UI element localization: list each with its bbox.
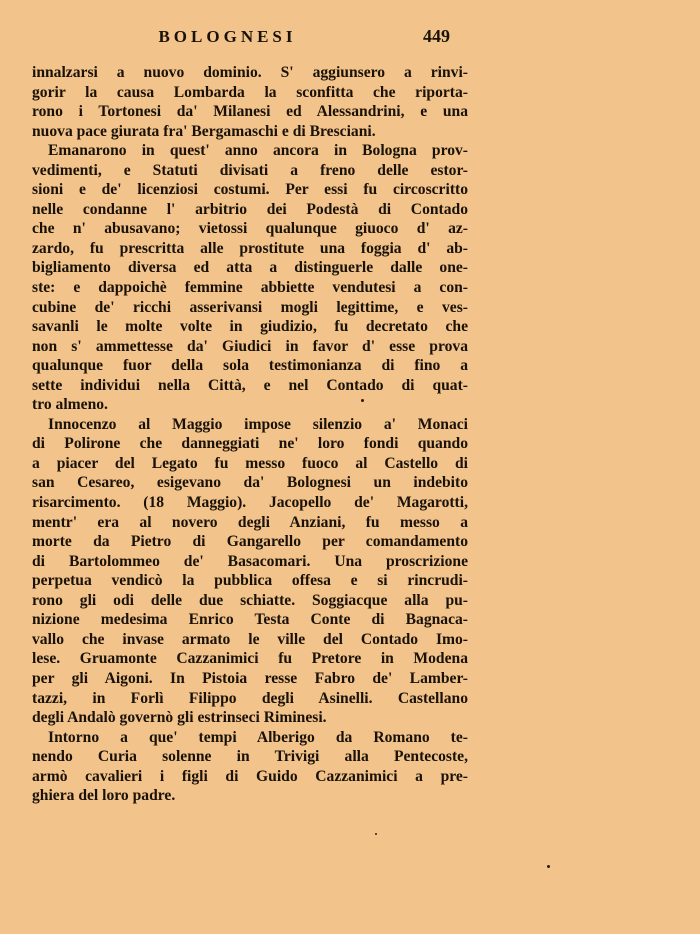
running-title: BOLOGNESI (158, 27, 297, 46)
text-line: sioni e de' licenziosi costumi. Per essi fu circoscritto (32, 181, 468, 199)
text-line: per gli Aigoni. In Pistoia resse Fabro de' Lamber- (32, 669, 468, 687)
body-text (32, 63, 468, 806)
text-line: di Polirone che danneggiati ne' loro fondi quando (32, 435, 468, 453)
paragraph (32, 415, 468, 728)
text-line: nizione medesima Enrico Testa Conte di Bagnaca- (32, 611, 468, 629)
text-line: san Cesareo, esigevano da' Bolognesi un indebito (32, 474, 468, 492)
text-line: non s' ammettesse da' Giudici in favor d' esse prova (32, 337, 468, 355)
text-line: perpetua vendicò la pubblica offesa e si rincrudi- (32, 572, 468, 590)
text-line: bigliamento diversa ed atta a distinguerle dalle one- (32, 259, 468, 277)
text-line: rono gli odi delle due schiatte. Soggiacque alla pu- (32, 591, 468, 609)
text-line: cubine de' ricchi asserivansi mogli legittime, e ves- (32, 298, 468, 316)
text-line: che n' abusavano; vietossi qualunque giuoco d' az- (32, 220, 468, 238)
text-line: lese. Gruamonte Cazzanimici fu Pretore in Modena (32, 650, 468, 668)
text-line: nuova pace giurata fra' Bergamaschi e di Bresciani. (32, 122, 376, 140)
paragraph (32, 728, 468, 806)
paper-speck (361, 399, 364, 402)
text-line: zardo, fu prescritta alle prostitute una foggia d' ab- (32, 239, 468, 257)
text-line: degli Andalò governò gli estrinseci Riminesi. (32, 709, 327, 727)
text-line: sette individui nella Città, e nel Contado di quat- (32, 376, 468, 394)
text-line: risarcimento. (18 Maggio). Jacopello de' Magarotti, (32, 494, 468, 512)
text-line: ste: e dappoichè femmine abbiette vendutesi a con- (32, 279, 468, 297)
text-line: ghiera del loro padre. (32, 787, 176, 805)
text-line: tazzi, in Forlì Filippo degli Asinelli. Castellano (32, 689, 468, 707)
text-line: a piacer del Legato fu messo fuoco al Castello di (32, 454, 468, 472)
text-line: Innocenzo al Maggio impose silenzio a' Monaci (48, 415, 468, 433)
text-line: qualunque fuor della sola testimonianza di fino a (32, 357, 468, 375)
paper-speck (375, 833, 377, 835)
paragraph (32, 141, 468, 415)
text-line: Emanarono in quest' anno ancora in Bologna prov- (48, 142, 468, 160)
text-line: innalzarsi a nuovo dominio. S' aggiunsero a rinvi- (32, 64, 468, 81)
text-line: nendo Curia solenne in Trivigi alla Pentecoste, (32, 748, 468, 766)
text-line: mentr' era al novero degli Anziani, fu messo a (32, 513, 468, 531)
text-line: morte da Pietro di Gangarello per comandamento (32, 533, 468, 551)
text-line: gorir la causa Lombarda la sconfitta che riporta- (32, 83, 468, 101)
text-line: vedimenti, e Statuti divisati a freno delle estor- (32, 161, 468, 179)
text-line: armò cavalieri i figli di Guido Cazzanimici a pre- (32, 767, 468, 785)
text-line: tro almeno. (32, 396, 108, 414)
running-head (32, 26, 450, 47)
text-line: rono i Tortonesi da' Milanesi ed Alessandrini, e una (32, 103, 468, 121)
text-line: nelle condanne l' arbitrio dei Podestà di Contado (32, 200, 468, 218)
page-number: 449 (423, 26, 450, 46)
paragraph (32, 63, 468, 141)
text-line: di Bartolommeo de' Basacomari. Una proscrizione (32, 552, 468, 570)
text-line: savanli le molte volte in giudizio, fu decretato che (32, 318, 468, 336)
text-line: vallo che invase armato le ville del Contado Imo- (32, 630, 468, 648)
text-line: Intorno a que' tempi Alberigo da Romano te- (48, 728, 468, 746)
paper-speck (547, 865, 550, 868)
